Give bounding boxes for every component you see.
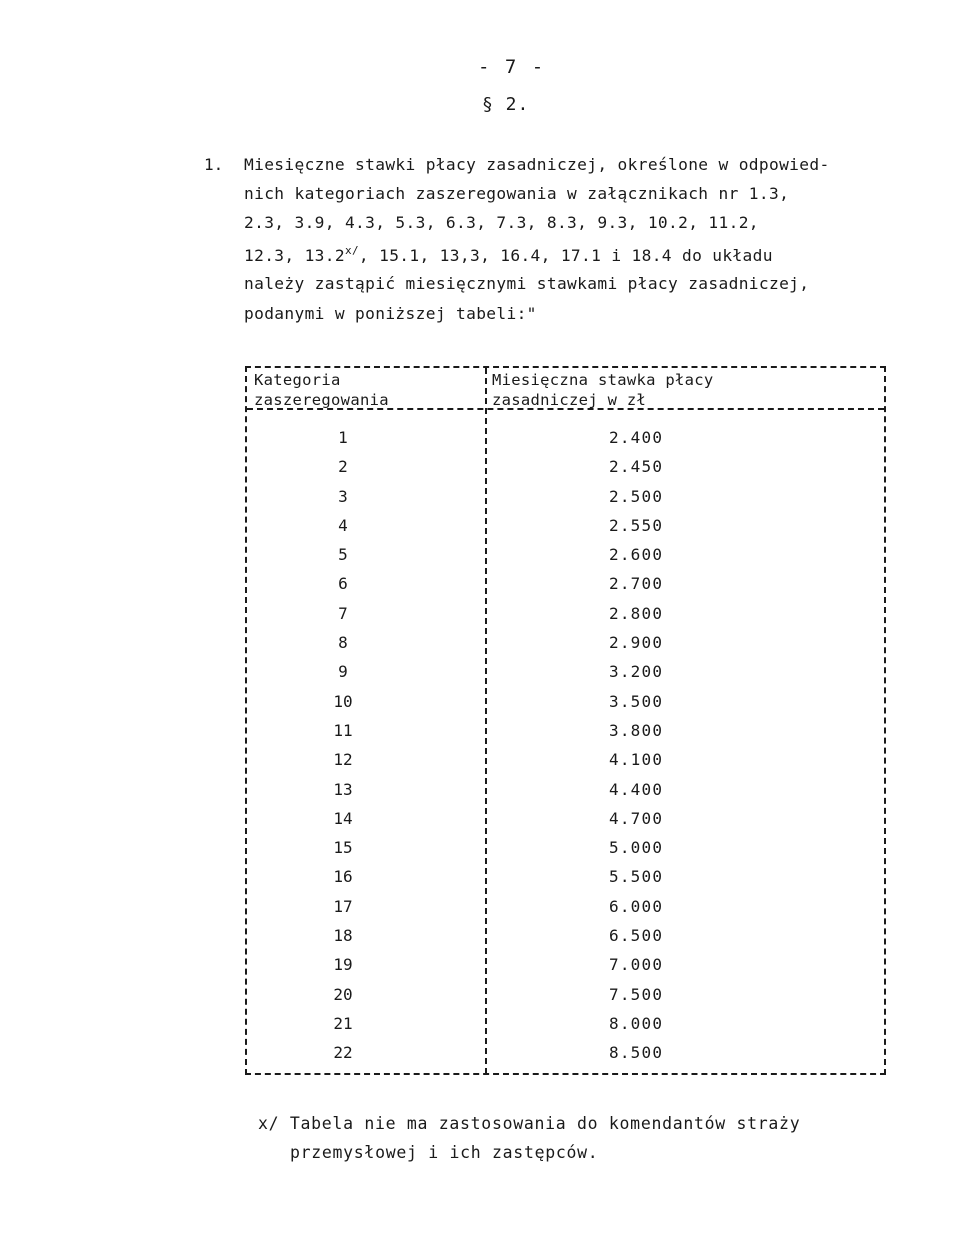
category-cell: 2 <box>338 457 348 477</box>
category-cell: 22 <box>333 1043 353 1063</box>
table-header-line: zasadniczej w zł <box>492 391 647 409</box>
rate-cell: 2.900 <box>609 633 664 653</box>
table-header-category <box>254 370 389 410</box>
rate-cell: 4.400 <box>609 779 664 799</box>
rate-cell: 5.500 <box>609 867 664 887</box>
category-cell: 3 <box>338 486 348 506</box>
rate-cell: 2.450 <box>609 457 664 477</box>
table-row <box>247 516 884 545</box>
table-row <box>247 897 884 926</box>
table-header-line: zaszeregowania <box>254 391 389 409</box>
rate-cell: 6.000 <box>609 896 664 916</box>
rate-cell: 3.800 <box>609 720 664 740</box>
rate-cell: 8.500 <box>609 1043 664 1063</box>
table-row <box>247 809 884 838</box>
paragraph-line <box>244 244 773 265</box>
table-row <box>247 662 884 691</box>
paragraph-line: Miesięczne stawki płacy zasadniczej, określone w odpowied- <box>244 155 830 174</box>
category-cell: 9 <box>338 662 348 682</box>
table-header-line: Kategoria <box>254 371 341 389</box>
table-row <box>247 604 884 633</box>
rate-cell: 2.400 <box>609 428 664 447</box>
table-row <box>247 750 884 779</box>
table-row <box>247 721 884 750</box>
table-row <box>247 428 884 457</box>
section-heading: § 2. <box>482 94 530 115</box>
table-body <box>247 428 884 1073</box>
table-header-line: Miesięczna stawka płacy <box>492 371 714 389</box>
category-cell: 10 <box>333 691 353 711</box>
category-cell: 12 <box>333 750 353 770</box>
table-row <box>247 545 884 574</box>
rate-cell: 2.700 <box>609 574 664 594</box>
table-row <box>247 1043 884 1072</box>
rate-cell: 7.500 <box>609 984 664 1004</box>
category-cell: 18 <box>333 926 353 946</box>
footnote-line: x/ Tabela nie ma zastosowania do komendantów straży <box>258 1114 801 1133</box>
table-row <box>247 574 884 603</box>
rate-cell: 3.500 <box>609 691 664 711</box>
paragraph-line-part: , 15.1, 13,3, 16.4, 17.1 i 18.4 do układu <box>358 246 773 265</box>
category-cell: 7 <box>338 603 348 623</box>
paragraph-line: 2.3, 3.9, 4.3, 5.3, 6.3, 7.3, 8.3, 9.3, 10.2, 11.2, <box>244 213 759 232</box>
rate-cell: 4.100 <box>609 750 664 770</box>
table-row <box>247 955 884 984</box>
rate-cell: 5.000 <box>609 838 664 858</box>
category-cell: 14 <box>333 808 353 828</box>
category-cell: 6 <box>338 574 348 594</box>
category-cell: 20 <box>333 984 353 1004</box>
rate-cell: 8.000 <box>609 1013 664 1033</box>
rate-cell: 2.800 <box>609 603 664 623</box>
table-row <box>247 867 884 896</box>
table-row <box>247 926 884 955</box>
category-cell: 19 <box>333 955 353 975</box>
rate-cell: 7.000 <box>609 955 664 975</box>
paragraph-line-part: 12.3, 13.2 <box>244 246 345 265</box>
table-row <box>247 692 884 721</box>
page-number: - 7 - <box>478 56 546 78</box>
category-cell: 8 <box>338 633 348 653</box>
category-cell: 21 <box>333 1013 353 1033</box>
paragraph-line: należy zastąpić miesięcznymi stawkami płacy zasadniczej, <box>244 274 810 293</box>
category-cell: 16 <box>333 867 353 887</box>
category-cell: 15 <box>333 838 353 858</box>
rate-cell: 2.550 <box>609 515 664 535</box>
rate-cell: 4.700 <box>609 808 664 828</box>
category-cell: 5 <box>338 545 348 565</box>
category-cell: 1 <box>338 428 348 447</box>
footnote-line: przemysłowej i ich zastępców. <box>290 1143 599 1162</box>
rate-cell: 2.500 <box>609 486 664 506</box>
paragraph-line: nich kategoriach zaszeregowania w załącznikach nr 1.3, <box>244 184 790 203</box>
table-row <box>247 838 884 867</box>
table-header-rate <box>492 370 714 410</box>
paragraph-number: 1. <box>204 155 224 174</box>
table-row <box>247 487 884 516</box>
category-cell: 4 <box>338 515 348 535</box>
rate-cell: 2.600 <box>609 545 664 565</box>
category-cell: 11 <box>333 720 353 740</box>
table-row <box>247 985 884 1014</box>
table-row <box>247 633 884 662</box>
table-row <box>247 457 884 486</box>
table-row <box>247 780 884 809</box>
category-cell: 17 <box>333 896 353 916</box>
paragraph-line: podanymi w poniższej tabeli:" <box>244 304 537 323</box>
footnote-marker: x/ <box>344 244 359 257</box>
category-cell: 13 <box>333 779 353 799</box>
rate-cell: 6.500 <box>609 926 664 946</box>
rate-cell: 3.200 <box>609 662 664 682</box>
table-row <box>247 1014 884 1043</box>
